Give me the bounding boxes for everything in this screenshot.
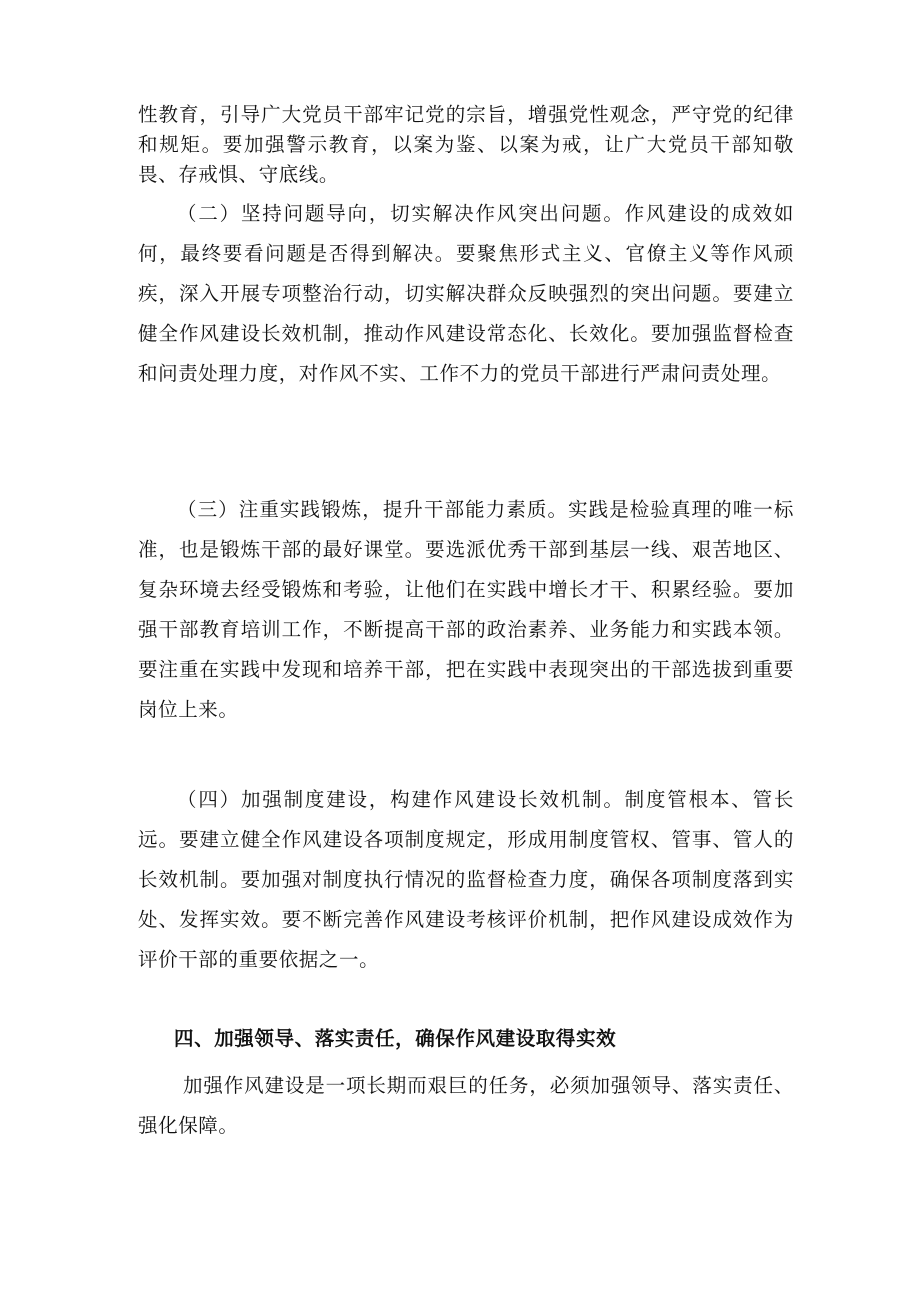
section-heading: 四、加强领导、落实责任，确保作风建设取得实效 <box>174 1027 617 1050</box>
paragraph-section-3: （三）注重实践锻炼，提升干部能力素质。实践是检验真理的唯一标准，也是锻炼干部的最好课堂。要选派优秀干部到基层一线、艰苦地区、复杂环境去经受锻炼和考验，让他们在实践中增长才干、积累经验。要加强干部教育培训工作，不断提高干部的政治素养、业务能力和实践本领。要注重在实践中发现和培养干部，把在实践中表现突出的干部选拔到重要岗位上来。 <box>138 498 794 721</box>
paragraph-continued: 性教育，引导广大党员干部牢记党的宗旨，增强党性观念，严守党的纪律和规矩。要加强警示教育，以案为鉴、以案为戒，让广大党员干部知敬畏、存戒惧、守底线。 <box>138 103 794 186</box>
document-page <box>138 0 794 1301</box>
paragraph-section-2: （二）坚持问题导向，切实解决作风突出问题。作风建设的成效如何，最终要看问题是否得到解决。要聚焦形式主义、官僚主义等作风顽疾，深入开展专项整治行动，切实解决群众反映强烈的突出问题。要建立健全作风建设长效机制，推动作风建设常态化、长效化。要加强监督检查和问责处理力度，对作风不实、工作不力的党员干部进行严肃问责处理。 <box>138 202 794 385</box>
paragraph-section-4: （四）加强制度建设，构建作风建设长效机制。制度管根本、管长远。要建立健全作风建设各项制度规定，形成用制度管权、管事、管人的长效机制。要加强对制度执行情况的监督检查力度，确保各项制度落到实处、发挥实效。要不断完善作风建设考核评价机制，把作风建设成效作为评价干部的重要依据之一。 <box>138 788 794 971</box>
closing-paragraph: 加强作风建设是一项长期而艰巨的任务，必须加强领导、落实责任、强化保障。 <box>138 1074 794 1137</box>
